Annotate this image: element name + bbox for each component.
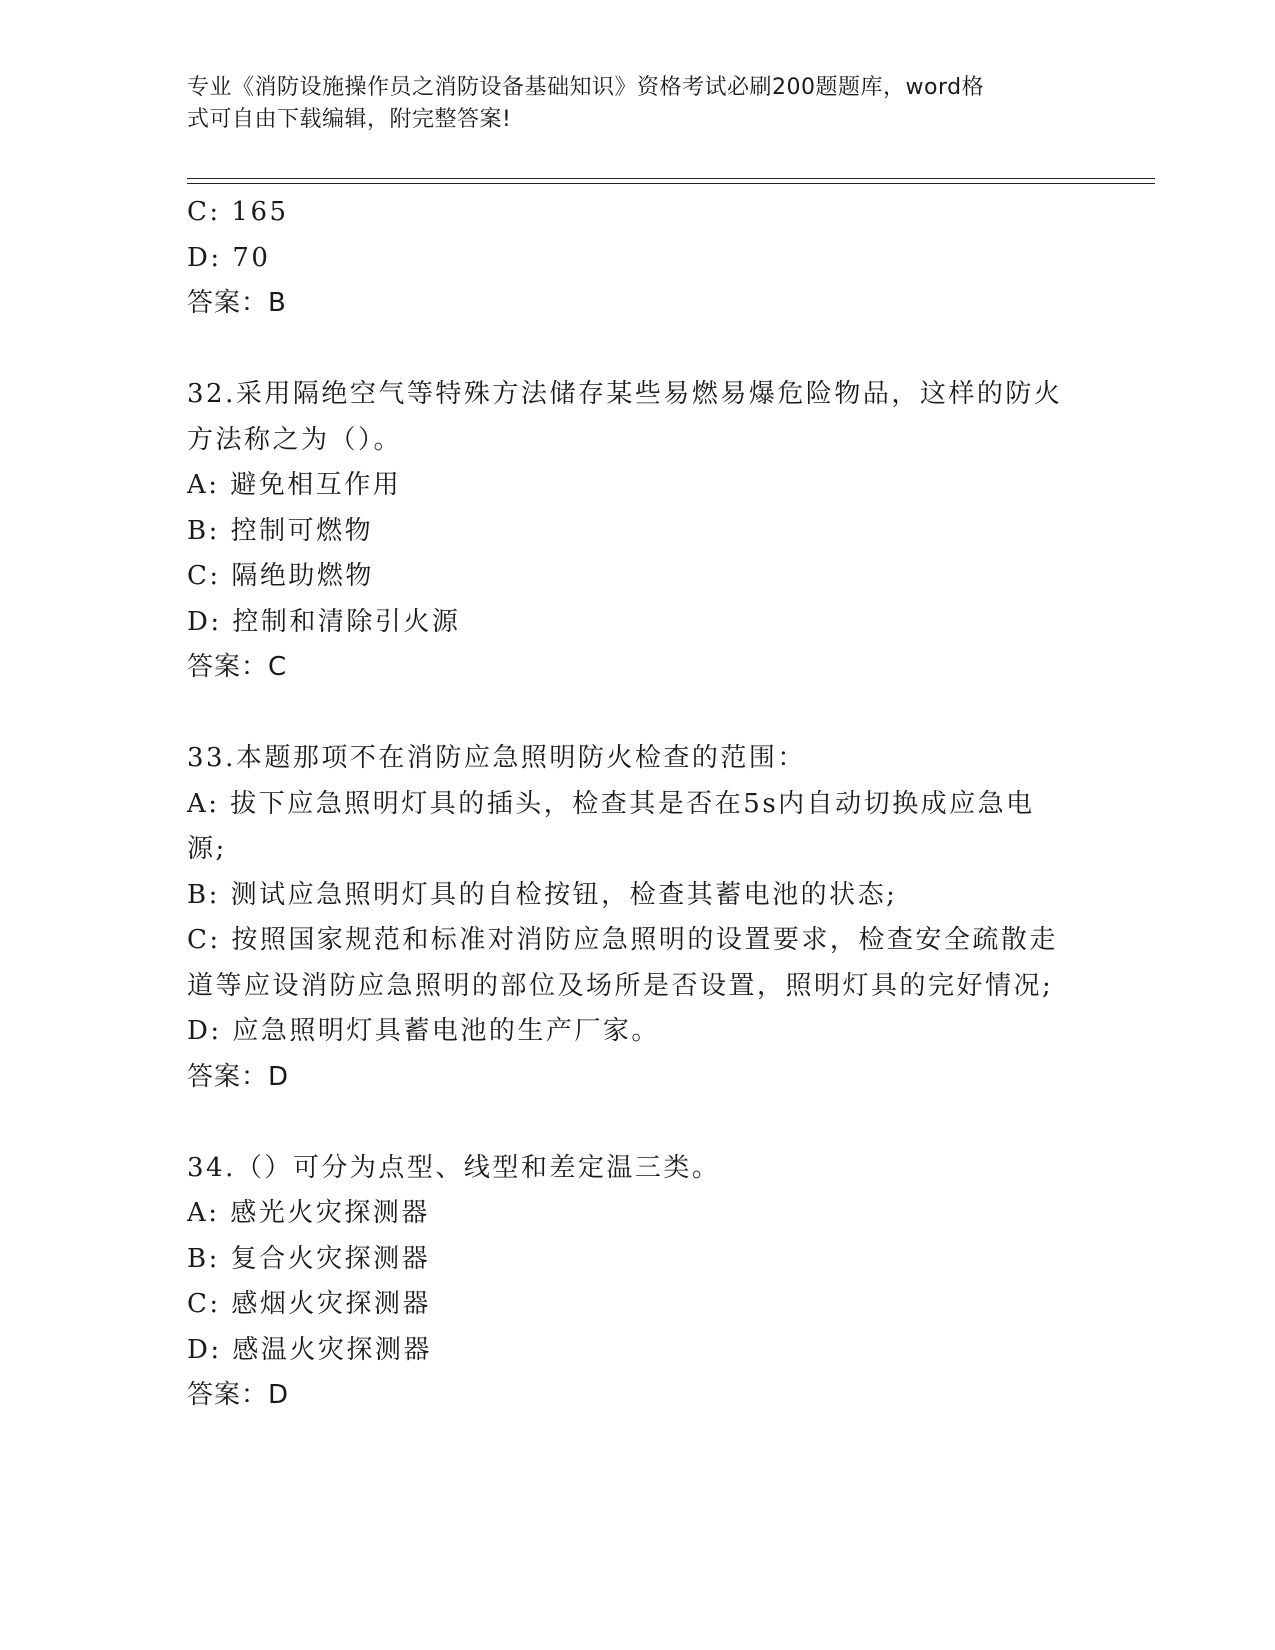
option-d: D: 感温火灾探测器 bbox=[187, 1334, 432, 1365]
spacer bbox=[187, 1100, 1087, 1146]
option-b: B: 复合火灾探测器 bbox=[187, 1243, 431, 1274]
option-c: C: 感烟火灾探测器 bbox=[187, 1289, 431, 1319]
option-b: B: 测试应急照明灯具的自检按钮，检查其蓄电池的状态; bbox=[187, 879, 898, 910]
spacer bbox=[187, 327, 1087, 373]
question-33 bbox=[187, 736, 1087, 1100]
option-d: D: 应急照明灯具蓄电池的生产厂家。 bbox=[187, 1016, 660, 1046]
document-header bbox=[187, 72, 1067, 136]
spacer bbox=[187, 691, 1087, 737]
option-c: C: 165 bbox=[187, 197, 289, 227]
answer-line: 答案：B bbox=[187, 288, 287, 318]
option-c: C: 按照国家规范和标准对消防应急照明的设置要求，检查安全疏散走 bbox=[187, 925, 1058, 955]
header-line-2: 式可自由下载编辑，附完整答案! bbox=[187, 107, 512, 132]
answer-line: 答案：C bbox=[187, 652, 288, 682]
header-rule-bottom bbox=[187, 183, 1155, 184]
question-list bbox=[187, 190, 1087, 1419]
option-a: A: 避免相互作用 bbox=[187, 470, 402, 500]
question-stem-continued: 方法称之为（）。 bbox=[187, 424, 403, 455]
option-c: C: 隔绝助燃物 bbox=[187, 561, 374, 591]
option-a: A: 拔下应急照明灯具的插头，检查其是否在5s内自动切换成应急电 bbox=[187, 788, 1035, 819]
question-stem: 32.采用隔绝空气等特殊方法储存某些易燃易爆危险物品，这样的防火 bbox=[187, 379, 1063, 409]
question-stem: 33.本题那项不在消防应急照明防火检查的范围： bbox=[187, 743, 806, 773]
answer-line: 答案：D bbox=[187, 1380, 290, 1410]
question-stem: 34.（）可分为点型、线型和差定温三类。 bbox=[187, 1152, 721, 1183]
option-a-continued: 源; bbox=[187, 834, 227, 864]
option-a: A: 感光火灾探测器 bbox=[187, 1198, 430, 1228]
option-d: D: 70 bbox=[187, 242, 271, 273]
answer-line: 答案：D bbox=[187, 1061, 290, 1092]
header-rule-top bbox=[187, 178, 1155, 179]
question-34 bbox=[187, 1146, 1087, 1419]
previous-question-tail bbox=[187, 190, 1087, 327]
option-d: D: 控制和清除引火源 bbox=[187, 606, 461, 637]
question-32 bbox=[187, 372, 1087, 691]
option-b: B: 控制可燃物 bbox=[187, 515, 374, 546]
header-line-1: 专业《消防设施操作员之消防设备基础知识》资格考试必刷200题题库，word格 bbox=[187, 75, 985, 100]
option-c-continued: 道等应设消防应急照明的部位及场所是否设置，照明灯具的完好情况; bbox=[187, 970, 1054, 1001]
